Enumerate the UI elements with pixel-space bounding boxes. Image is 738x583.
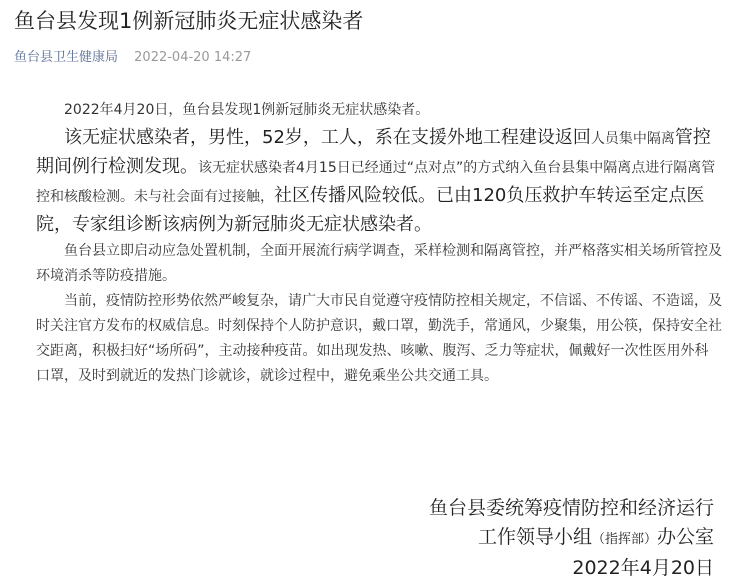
paragraph-3: 鱼台县立即启动应急处置机制，全面开展流行病学调查，采样检测和隔离管控，并严格落实相关场所管控及环境消杀等防疫措施。	[36, 243, 722, 284]
article-meta	[14, 48, 251, 68]
issue-date: 2022年4月20日	[572, 557, 714, 579]
issuer-line-2	[429, 523, 714, 554]
paragraph-1: 2022年4月20日，鱼台县发现1例新冠肺炎无症状感染者。	[64, 102, 430, 118]
paragraph-2-part-a: 该无症状感染者，	[64, 127, 208, 148]
publish-time: 2022-04-20 14:27	[134, 50, 252, 65]
paragraph-2-part-e: 该无症状感染者4月15日已经通过“点对点”的方式纳入鱼台县集中隔离点进行隔离管控和核酸检测。未与社会面有过接触，	[36, 160, 716, 205]
article-title: 鱼台县发现1例新冠肺炎无症状感染者	[14, 9, 364, 33]
paragraph-2-part-b: 男性，52岁，工人，系在支援外地工程建设返回	[208, 127, 591, 148]
paragraph-2	[36, 123, 722, 239]
issuer-line-2-part-a: 工作领导小组	[477, 526, 592, 548]
article-body	[36, 98, 722, 389]
issuer-line-2-part-b: （指挥部）	[591, 532, 657, 547]
issuer-line-1: 鱼台县委统筹疫情防控和经济运行	[428, 497, 714, 519]
issuer-signature	[429, 494, 714, 583]
issuer-line-2-part-c: 办公室	[656, 526, 714, 548]
paragraph-4: 当前，疫情防控形势依然严峻复杂，请广大市民自觉遵守疫情防控相关规定，不信谣、不传谣、不造谣，及时关注官方发布的权威信息。时刻保持个人防护意识，戴口罩，勤洗手，常通风，少聚集，用公筷，保持安全社交距离，积极扫好“场所码”，主动接种疫苗。如出现发热、咳嗽、腹泻、乏力等症状，佩戴好一次性医用外科口罩，及时到就近的发热门诊就诊，就诊过程中，避免乘坐公共交通工具。	[36, 293, 722, 384]
paragraph-2-part-f: 社区传播风险较低。已由120负压救护车转运至定点医院，专家组诊断该病例为新冠肺炎无症状感染者。	[36, 185, 705, 235]
paragraph-2-part-c: 人员集中隔离	[590, 131, 675, 147]
article-source-link[interactable]: 鱼台县卫生健康局	[14, 50, 119, 65]
paragraph-2-part-d: 管控期间例行检测发现。	[36, 127, 711, 177]
